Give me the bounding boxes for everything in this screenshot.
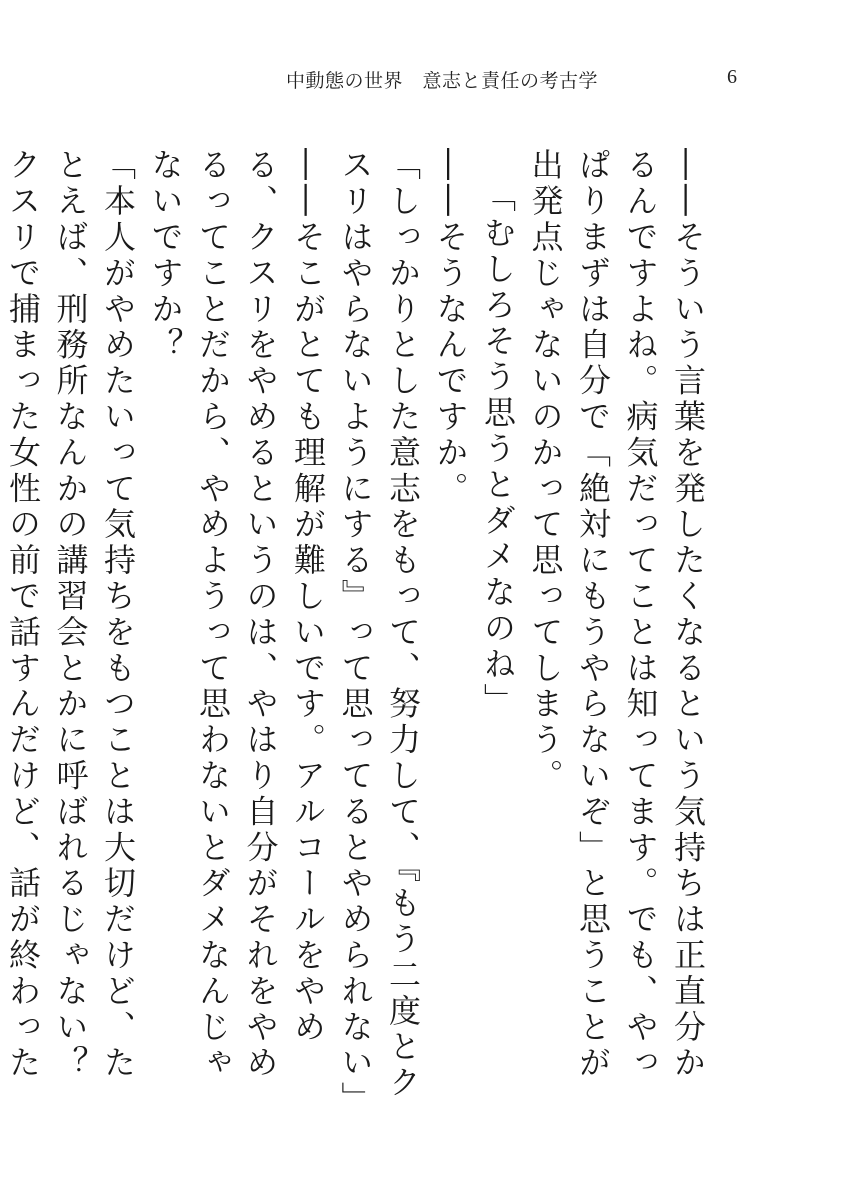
paragraph-speaker-2: 「しっかりとした意志をもって、努力して、『もう二度とクスリはやらないようにする』って思ってるとやめられない」 — [336, 148, 422, 1118]
running-title: 中動態の世界 意志と責任の考古学 — [286, 70, 599, 92]
paragraph-interviewer-3: ――そこがとても理解が難しいです。アルコールをやめる、クスリをやめるというのは、やはり自分がそれをやめるってことだから、やめようって思わないとダメなんじゃないですか？ — [146, 148, 327, 1082]
vertical-body-text — [4, 148, 711, 1118]
paragraph-interviewer-1: ――そういう言葉を発したくなるという気持ちは正直分かるんですよね。病気だってことは知ってます。でも、やっぱりまずは自分で「絶対にもうやらないぞ」と思うことが出発点じゃないのかって思ってしまう。 — [526, 148, 707, 1082]
page-number: 6 — [727, 66, 737, 88]
paragraph-speaker-3: 「本人がやめたいって気持ちをもつことは大切だけど、たとえば、刑務所なんかの講習会とかに呼ばれるじゃない？ クスリで捕まった女性の前で話すんだけど、話が終わった — [4, 148, 137, 1082]
paragraph-interviewer-2: ――そうなんですか。 — [431, 148, 470, 507]
paragraph-speaker-1: 「むしろそう思うとダメなのね」 — [479, 180, 517, 719]
